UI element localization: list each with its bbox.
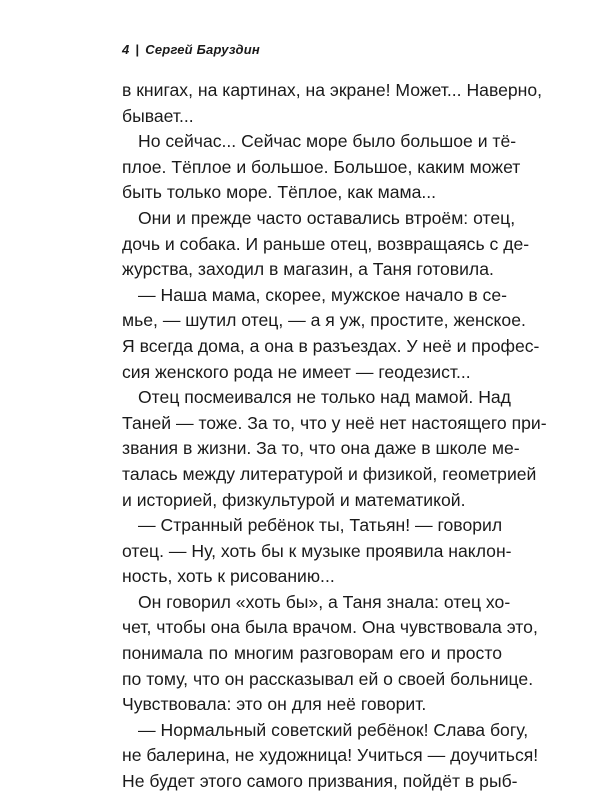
text-line: — Странный ребёнок ты, Татьян! — говорил [138,515,503,536]
text-line: Они и прежде часто оставались втроём: отец, [138,207,516,228]
text-line: чет, чтобы она была врачом. Она чувствовала это, [122,617,538,638]
text-line: звания в жизни. За то, что она даже в школе ме- [122,438,520,459]
text-line: бывает... [122,105,194,126]
text-line: — Наша мама, скорее, мужское начало в се- [138,284,507,305]
text-line: быть только море. Тёплое, как мама... [122,182,437,203]
page-number: 4 [122,42,130,57]
text-line: талась между литературой и физикой, геометрией [122,463,537,484]
text-line: Но сейчас... Сейчас море было большое и тё- [138,131,517,152]
text-line: журства, заходил в магазин, а Таня готовила. [122,259,494,280]
running-head [122,42,260,57]
text-line: Таней — тоже. За то, что у неё нет настоящего при- [122,412,547,433]
text-line: — Нормальный советский ребёнок! Слава богу, [138,719,529,740]
text-line: и историей, физкультурой и математикой. [122,489,466,510]
text-line: Я всегда дома, а она в разъездах. У неё и профес- [122,335,540,356]
text-line: Не будет этого самого призвания, пойдёт в рыб- [122,771,518,792]
text-line: дочь и собака. И раньше отец, возвращаясь с де- [122,233,530,254]
text-line: в книгах, на картинах, на экране! Может... Наверно, [122,80,543,100]
text-line: мье, — шутил отец, — а я уж, простите, женское. [122,310,526,331]
text-line: понимала по многим разговорам его и просто [122,643,502,664]
text-line: Он говорил «хоть бы», а Таня знала: отец хо- [138,591,511,612]
text-line: отец. — Ну, хоть бы к музыке проявила наклон- [122,540,512,561]
text-line: Отец посмеивался не только над мамой. Над [138,387,511,408]
author-name: Сергей Баруздин [145,42,260,57]
text-line: не балерина, не художница! Учиться — доучиться! [122,745,539,766]
text-line: плое. Тёплое и большое. Большое, каким может [122,156,521,177]
text-line: ность, хоть к рисованию... [122,566,335,587]
text-line: по тому, что он рассказывал ей о своей больнице. [122,668,534,689]
body-text [122,78,547,795]
text-line: Чувствовала: это он для неё говорит. [122,694,427,715]
header-separator: | [135,42,140,57]
text-line: сия женского рода не имеет — геодезист... [122,361,471,382]
